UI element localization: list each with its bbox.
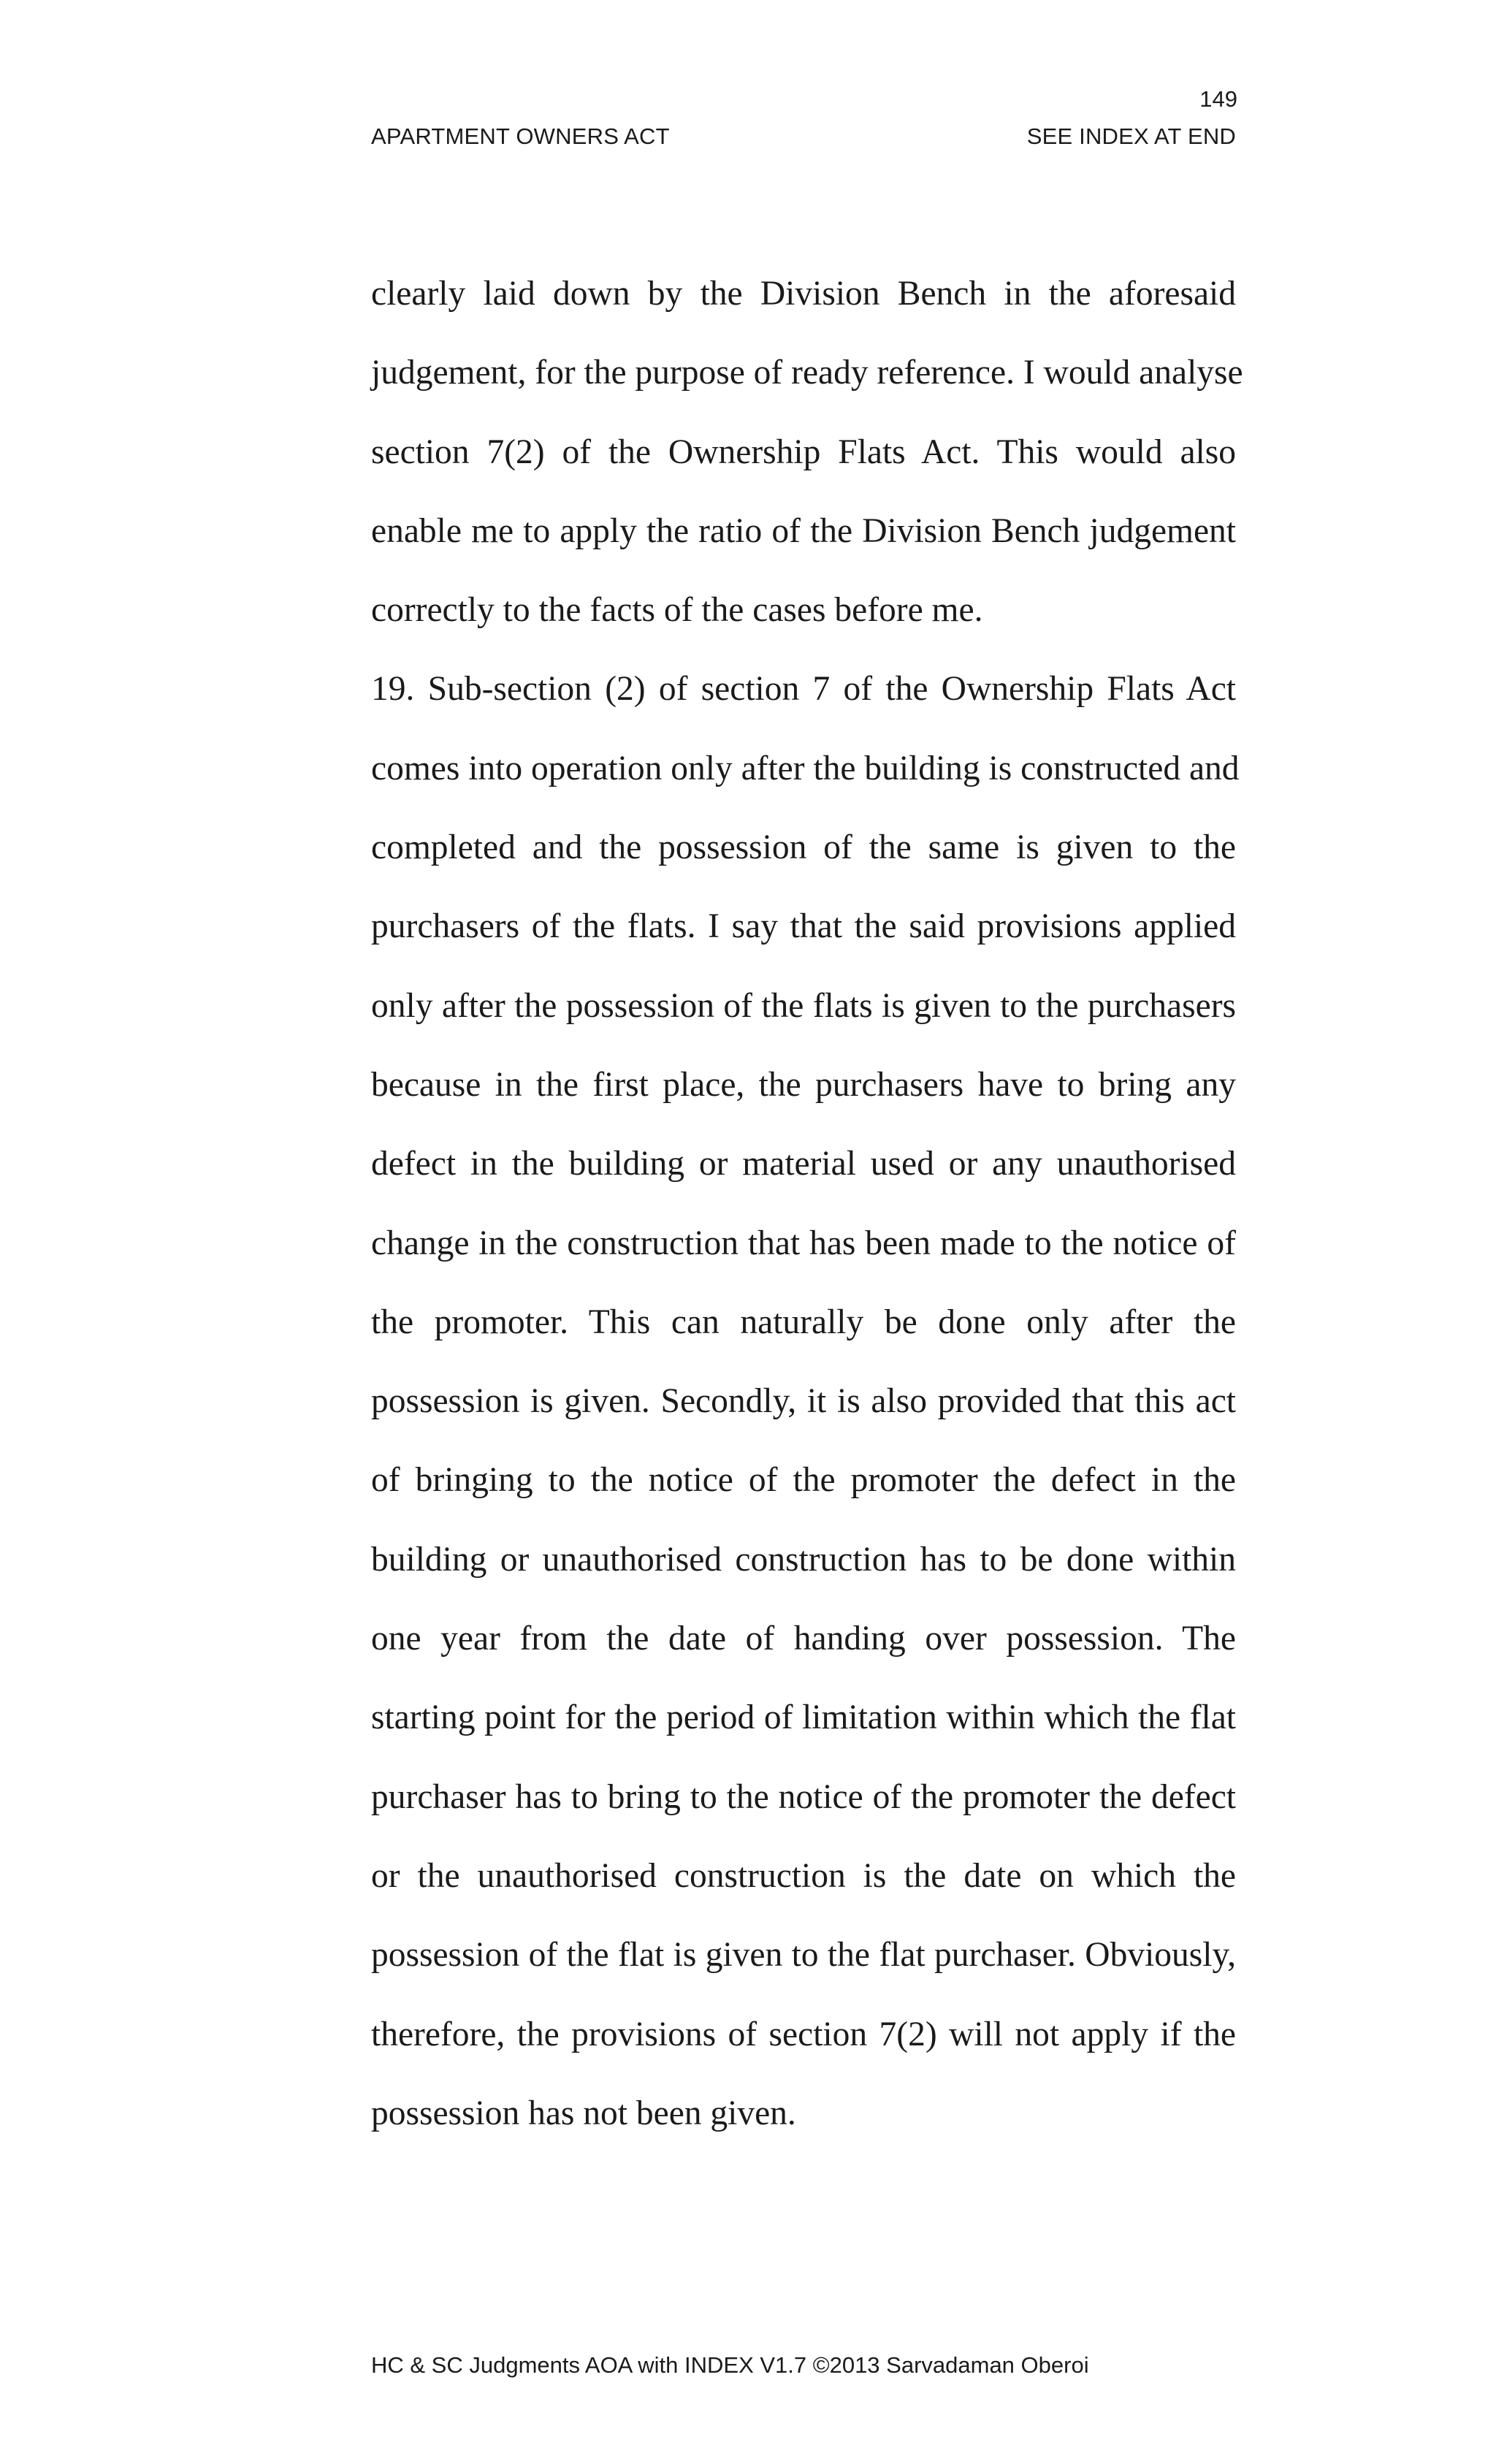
footer-copyright: HC & SC Judgments AOA with INDEX V1.7 ©2013 Sarvadaman Oberoi [371,2352,1089,2378]
text-line: judgement, for the purpose of ready reference. I would analyse [371,354,1243,392]
text-line: building or unauthorised construction has to be done within [371,1540,1236,1579]
page-number: 149 [1199,86,1237,112]
text-line: of bringing to the notice of the promoter the defect in the [371,1461,1236,1500]
text-line: clearly laid down by the Division Bench in the aforesaid [371,275,1236,313]
paragraph-19-start: 19. Sub-section (2) of section 7 of the Ownership Flats Act [371,670,1236,709]
text-line: purchaser has to bring to the notice of the promoter the defect [371,1777,1236,1816]
text-line: change in the construction that has been made to the notice of [371,1224,1236,1262]
text-line: section 7(2) of the Ownership Flats Act. This would also [371,432,1236,471]
text-line: correctly to the facts of the cases before me. [371,591,983,630]
text-line: starting point for the period of limitation within which the flat [371,1698,1236,1737]
text-line: enable me to apply the ratio of the Division Bench judgement [371,511,1236,550]
text-line: purchasers of the flats. I say that the said provisions applied [371,907,1236,946]
text-line: because in the first place, the purchasers have to bring any [371,1065,1236,1104]
text-line: or the unauthorised construction is the date on which the [371,1856,1236,1895]
text-line: the promoter. This can naturally be done only after the [371,1302,1236,1341]
running-header [371,125,1236,148]
text-line: only after the possession of the flats is given to the purchasers [371,986,1236,1025]
text-line: one year from the date of handing over possession. The [371,1620,1236,1658]
text-line: defect in the building or material used or any unauthorised [371,1145,1236,1183]
header-index-note: SEE INDEX AT END [1026,123,1236,149]
text-line: comes into operation only after the building is constructed and [371,749,1240,787]
text-line: possession is given. Secondly, it is also provided that this act [371,1382,1236,1421]
body-text [371,254,1243,2153]
text-line: therefore, the provisions of section 7(2) will not apply if the [371,2015,1236,2053]
text-line: completed and the possession of the same is given to the [371,828,1236,867]
text-line: possession has not been given. [371,2094,796,2132]
text-line: possession of the flat is given to the flat purchaser. Obviously, [371,1936,1236,1975]
header-title: APARTMENT OWNERS ACT [371,123,670,149]
